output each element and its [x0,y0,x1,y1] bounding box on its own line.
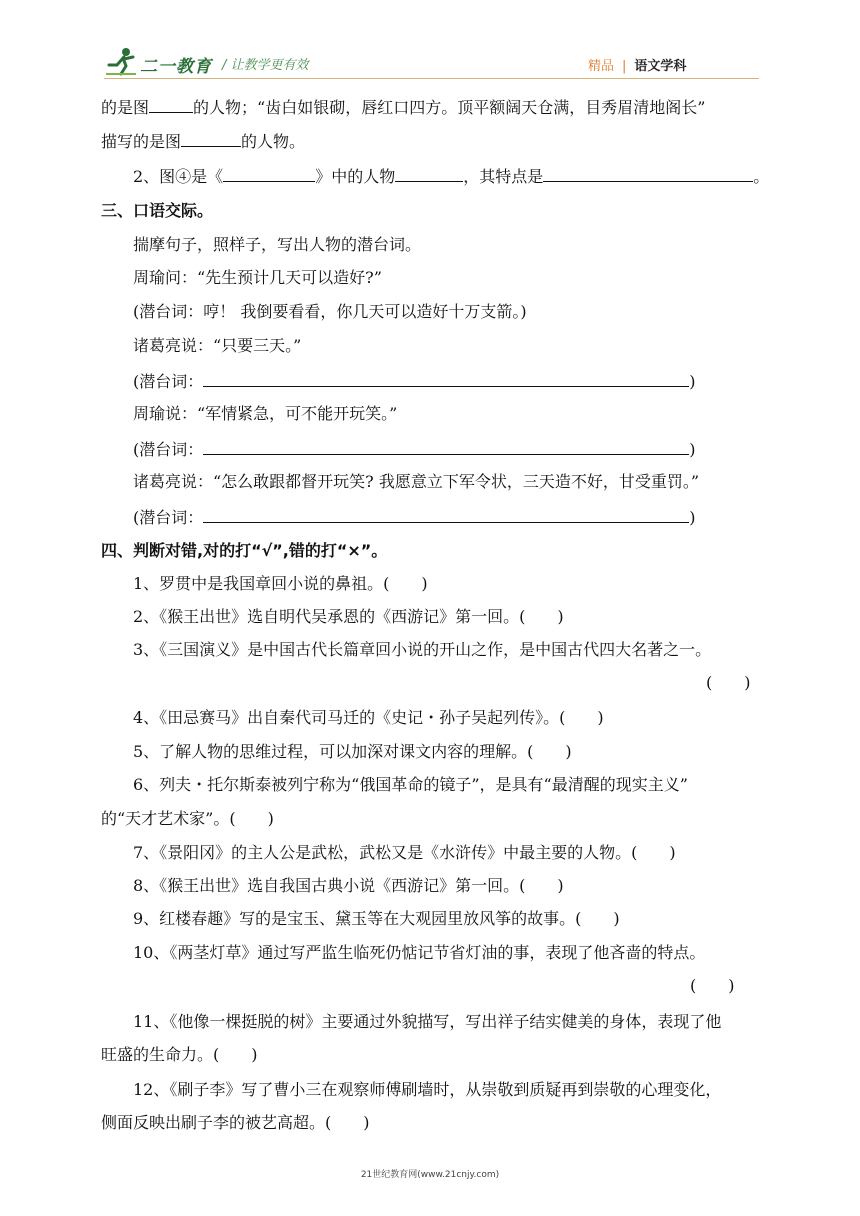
page-footer: 21世纪教育网(www.21cnjy.com) [360,1170,500,1180]
s3-subtext-row [133,506,696,528]
subtext-answer-blank[interactable] [203,438,689,455]
judgement-item: 10、《两茎灯草》通过写严监生临死仍惦记节省灯油的事，表现了他吝啬的特点。 [133,943,706,962]
s2-question-2 [133,165,769,187]
s3-dialogue-line: 周瑜问：“先生预计几天可以造好?” [133,268,382,287]
s2-line-1 [101,96,705,118]
header-divider [104,78,759,79]
subtext-label: (潜台词： [133,440,204,459]
brand-logo-text: 二一教育 [140,57,212,77]
subject-label: 语文学科 [634,59,687,74]
judgement-item-cont: 旺盛的生命力。( ) [101,1045,258,1064]
runner-logo-icon [104,47,138,77]
s2-text: 的人物；“齿白如银砌，唇红口四方。顶平额阔天仓满，目秀眉清地阁长” [193,98,706,117]
s2-text: 描写的是图 [101,132,182,151]
s2-text: 。 [753,167,770,186]
close-paren: ) [689,508,696,527]
subtext-label: (潜台词： [133,372,204,391]
s2-text: 的人物。 [241,132,306,151]
judgement-item: 1、罗贯中是我国章回小说的鼻祖。( ) [133,574,428,593]
s2-text: 2、图④是《 [133,167,224,186]
s2-text: 的是图 [101,98,150,117]
section3-heading: 三、口语交际。 [101,201,214,220]
page-header [0,0,860,90]
s2-text: 》中的人物 [315,167,396,186]
subtext-answer-blank[interactable] [203,370,689,387]
judgement-item: 12、《刷子李》写了曹小三在观察师傅刷墙时，从崇敬到质疑再到崇敬的心理变化， [133,1080,722,1099]
section4-heading: 四、判断对错,对的打“√”,错的打“×”。 [101,541,388,560]
s3-dialogue-line: 诸葛亮说：“只要三天。” [133,336,302,355]
judgement-item-cont: 的“天才艺术家”。( ) [101,809,274,828]
answer-paren[interactable]: ( ) [706,673,751,692]
s3-dialogue-line: 周瑜说：“军情紧急，可不能开玩笑。” [133,404,398,423]
judgement-item: 2、《猴王出世》选自明代吴承恩的《西游记》第一回。( ) [133,607,564,626]
answer-blank[interactable] [149,96,193,113]
quality-label: 精品 [588,59,615,74]
answer-blank[interactable] [543,165,753,182]
judgement-item: 5、了解人物的思维过程，可以加深对课文内容的理解。( ) [133,742,572,761]
s3-intro: 揣摩句子，照样子，写出人物的潜台词。 [133,235,422,254]
subtext-label: (潜台词： [133,508,204,527]
s3-example-subtext: (潜台词：哼！ 我倒要看看，你几天可以造好十万支箭。) [133,302,527,321]
answer-blank[interactable] [395,165,463,182]
answer-blank[interactable] [181,130,241,147]
s3-subtext-row [133,370,696,392]
close-paren: ) [689,440,696,459]
s2-line-2 [101,130,305,152]
answer-blank[interactable] [223,165,315,182]
judgement-item: 3、《三国演义》是中国古代长篇章回小说的开山之作，是中国古代四大名著之一。 [133,640,712,659]
header-separator: | [622,59,627,74]
header-subject-area [588,55,686,74]
judgement-item-cont: 侧面反映出刷子李的被艺高超。( ) [101,1113,370,1132]
judgement-item: 6、列夫・托尔斯泰被列宁称为“俄国革命的镜子”，是具有“最清醒的现实主义” [133,775,688,794]
s3-subtext-row [133,438,696,460]
s3-dialogue-line: 诸葛亮说：“怎么敢跟都督开玩笑? 我愿意立下军令状，三天造不好，甘受重罚。” [133,472,700,491]
brand-slogan: / 让教学更有效 [222,58,309,73]
subtext-answer-blank[interactable] [203,506,689,523]
s2-text: ，其特点是 [463,167,544,186]
judgement-item: 7、《景阳冈》的主人公是武松，武松又是《水浒传》中最主要的人物。( ) [133,843,676,862]
close-paren: ) [689,372,696,391]
answer-paren[interactable]: ( ) [690,976,735,995]
judgement-item: 11、《他像一棵挺脱的树》主要通过外貌描写，写出祥子结实健美的身体，表现了他 [133,1012,722,1031]
judgement-item: 9、红楼春趣》写的是宝玉、黛玉等在大观园里放风筝的故事。( ) [133,909,620,928]
judgement-item: 8、《猴王出世》选自我国古典小说《西游记》第一回。( ) [133,876,564,895]
judgement-item: 4、《田忌赛马》出自秦代司马迁的《史记・孙子吴起列传》。( ) [133,708,604,727]
